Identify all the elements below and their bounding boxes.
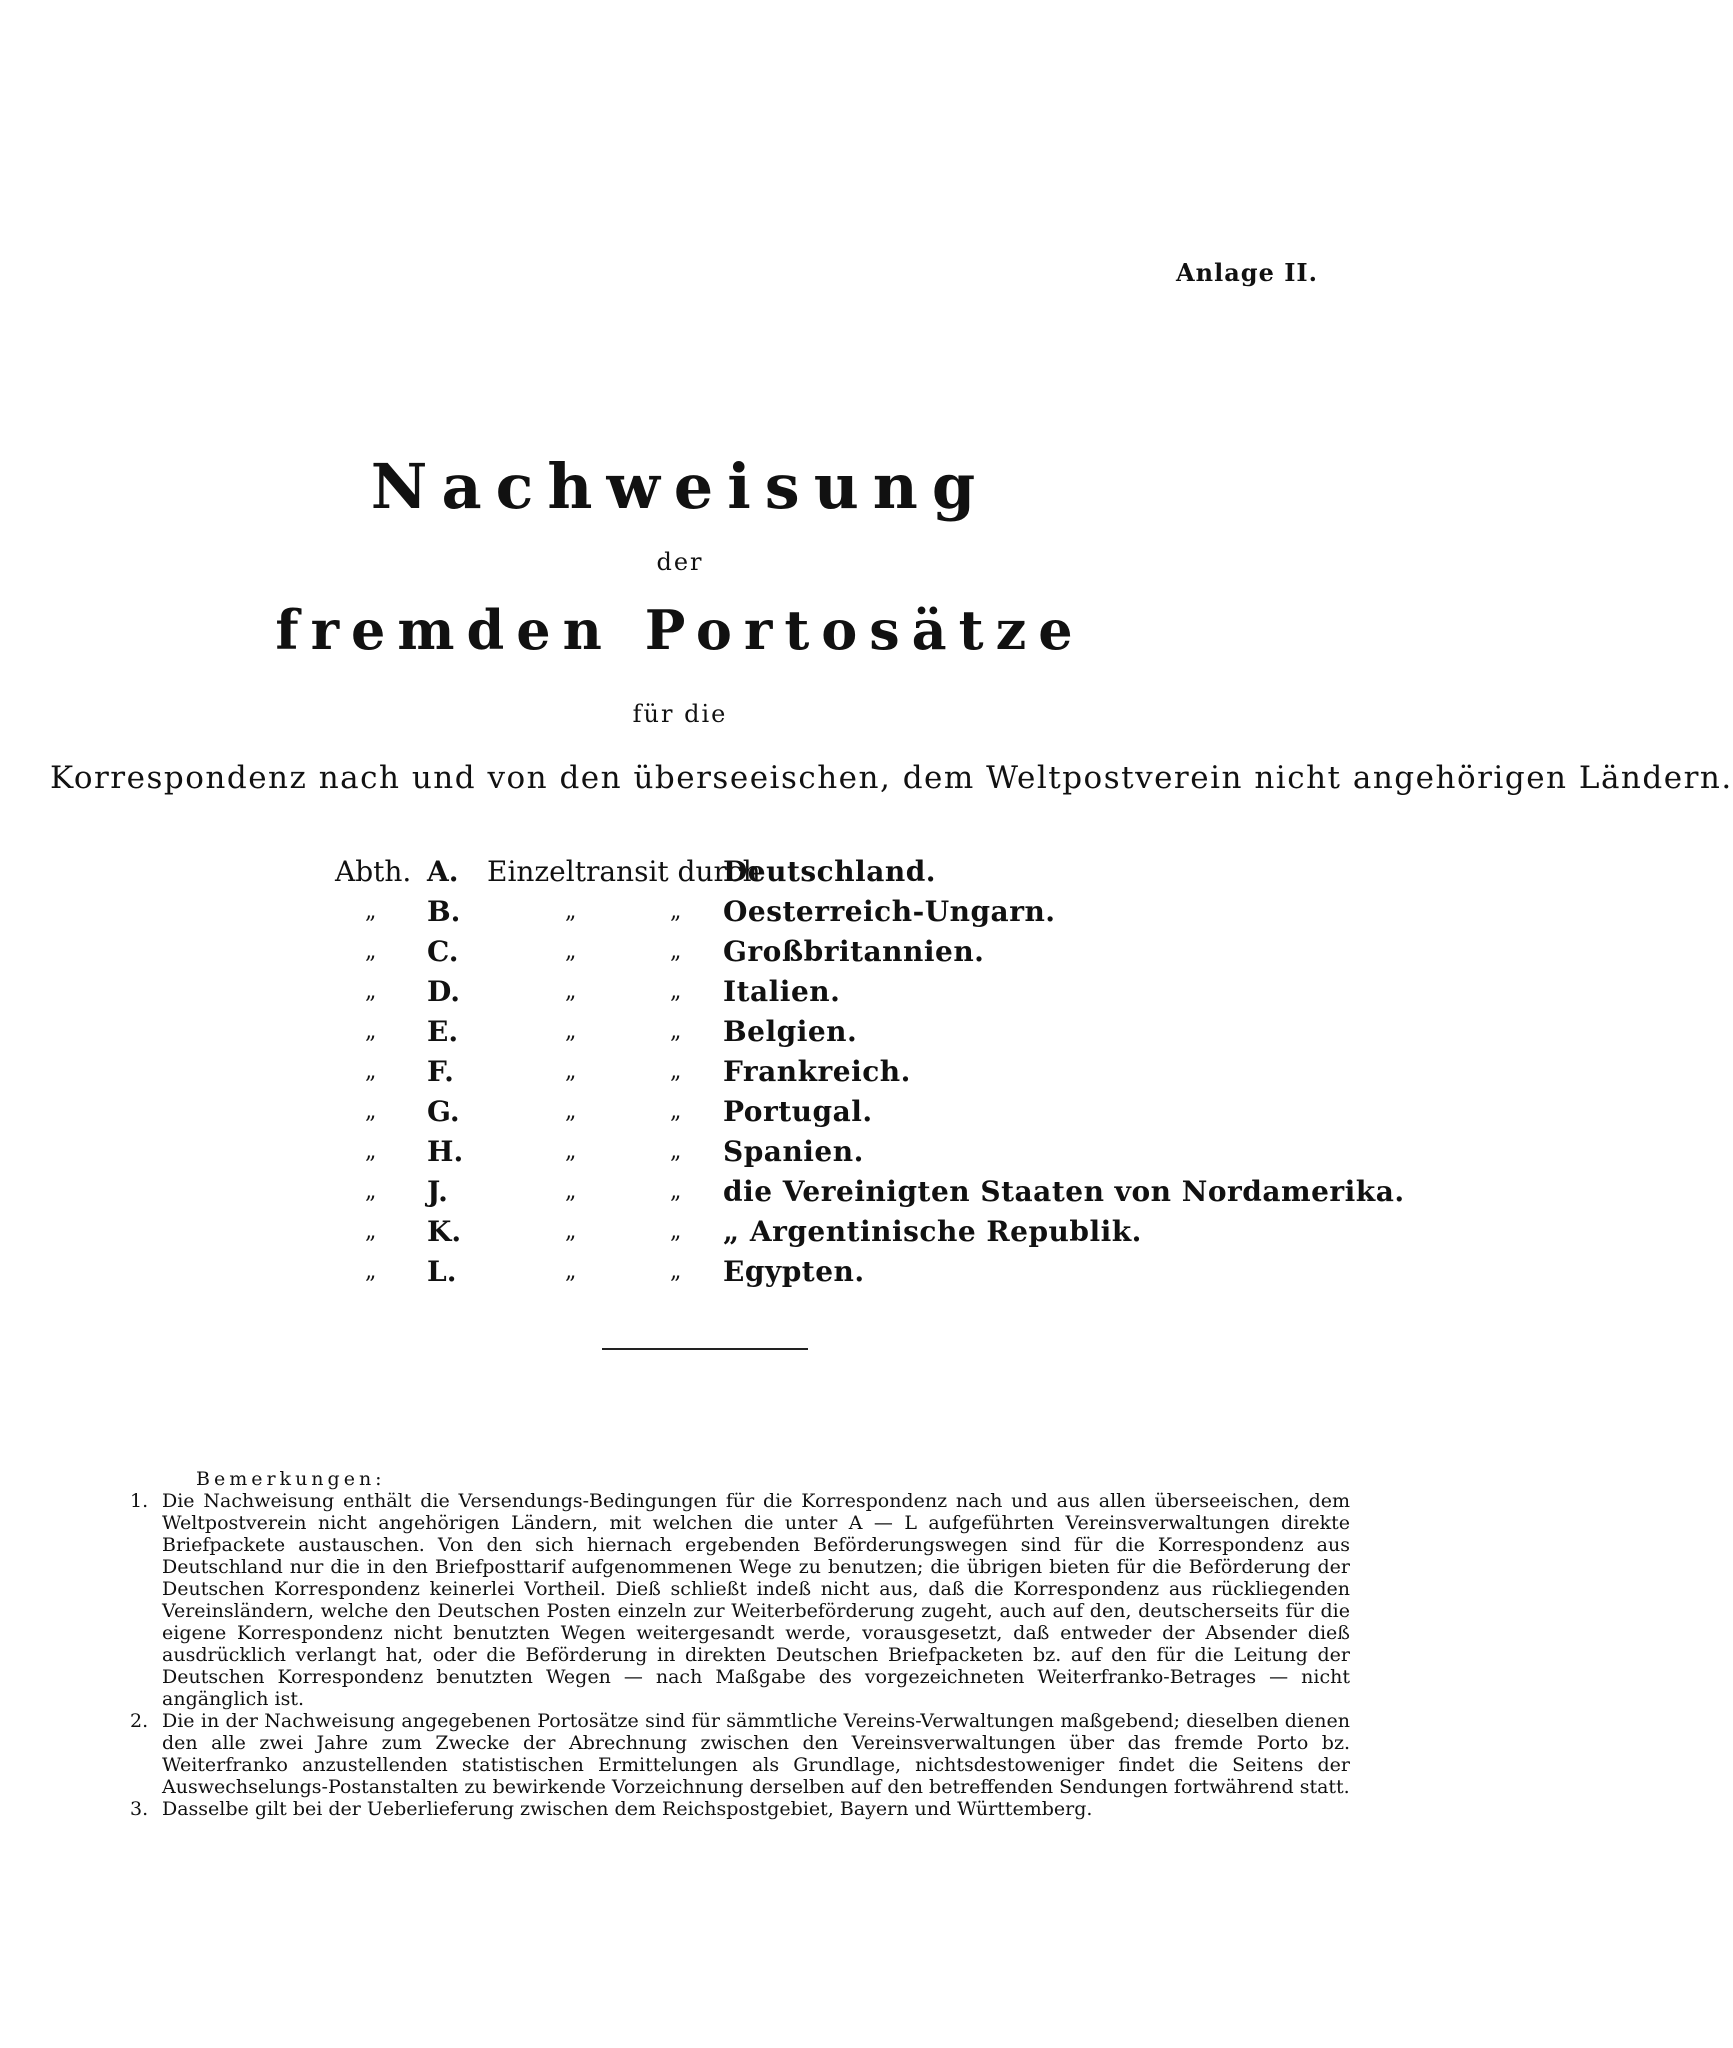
section-letter: H.: [427, 1135, 464, 1168]
remark-text: Die in der Nachweisung angegebenen Portosätze sind für sämmtliche Vereins-Verwaltungen maßgebend; dieselben dienen den alle zwei Jahre zum Zwecke der Abrechnung zwischen den Vereinsverwaltungen über das fremde Porto bz. Weiterfranko anzustellenden statistischen Ermittelungen als Grundlage, nichtsdestoweniger findet die Seitens der Auswechselungs-Postanstalten zu bewirkende Vorzeichnung derselben auf den betreffenden Sendungen fortwährend statt.: [162, 1710, 1350, 1798]
section-letter: E.: [427, 1015, 459, 1048]
title-connector-der: der: [656, 548, 704, 576]
section-abbr-ditto: „: [365, 1019, 377, 1044]
section-row: [335, 1212, 1335, 1252]
title-connector-fuer: für die: [632, 700, 728, 728]
remark-text: Dasselbe gilt bei der Ueberlieferung zwischen dem Reichspostgebiet, Bayern und Württemberg.: [162, 1798, 1093, 1820]
remark-note: [130, 1490, 1350, 1710]
section-country: Spanien.: [723, 1135, 864, 1168]
section-abbr-ditto: „: [365, 1219, 377, 1244]
section-row: [335, 1132, 1335, 1172]
remark-number: 1.: [130, 1490, 149, 1512]
section-row: [335, 972, 1335, 1012]
section-row: [335, 1172, 1405, 1212]
section-letter: B.: [427, 895, 461, 928]
section-abbr-ditto: „: [365, 899, 377, 924]
section-row: [335, 852, 1335, 892]
section-abbr-ditto: „: [365, 1099, 377, 1124]
section-row: [335, 1012, 1335, 1052]
section-country: „ Argentinische Republik.: [723, 1215, 1142, 1248]
section-transit-ditto: „: [670, 1099, 682, 1124]
section-transit-ditto: „: [565, 1139, 577, 1164]
section-letter: D.: [427, 975, 461, 1008]
section-transit-ditto: „: [565, 979, 577, 1004]
section-abbr-ditto: „: [365, 1259, 377, 1284]
section-row: [335, 1052, 1335, 1092]
remarks-block: [130, 1468, 1350, 1820]
section-letter: L.: [427, 1255, 457, 1288]
section-country: Oesterreich-Ungarn.: [723, 895, 1056, 928]
section-country: Egypten.: [723, 1255, 865, 1288]
section-abbr-ditto: „: [365, 1139, 377, 1164]
section-row: [335, 1092, 1335, 1132]
section-list: [335, 852, 1405, 1292]
section-letter: A.: [427, 855, 459, 888]
annex-label: Anlage II.: [1176, 258, 1318, 287]
title-description: Korrespondenz nach und von den überseeischen, dem Weltpostverein nicht angehörigen Ländern.: [50, 760, 1733, 796]
section-country: Deutschland.: [723, 855, 937, 888]
remark-note: [130, 1710, 1350, 1798]
section-abbr-ditto: „: [365, 939, 377, 964]
section-transit-ditto: „: [670, 1019, 682, 1044]
section-country: Großbritannien.: [723, 935, 985, 968]
remark-number: 3.: [130, 1798, 149, 1820]
section-letter: J.: [427, 1175, 448, 1208]
section-letter: C.: [427, 935, 459, 968]
section-transit-ditto: „: [565, 939, 577, 964]
section-abbr-ditto: „: [365, 1179, 377, 1204]
section-transit-ditto: „: [670, 1219, 682, 1244]
section-country: Portugal.: [723, 1095, 873, 1128]
section-transit-ditto: „: [670, 939, 682, 964]
section-transit-ditto: „: [565, 1259, 577, 1284]
section-transit-ditto: „: [565, 1219, 577, 1244]
section-abbr: Abth.: [335, 855, 412, 888]
page-title: Nachweisung: [370, 450, 990, 523]
section-transit-ditto: „: [670, 899, 682, 924]
section-transit-ditto: „: [565, 1179, 577, 1204]
section-abbr-ditto: „: [365, 1059, 377, 1084]
section-letter: F.: [427, 1055, 454, 1088]
section-letter: G.: [427, 1095, 460, 1128]
page-subtitle: fremden Portosätze: [275, 598, 1085, 662]
section-transit-ditto: „: [565, 899, 577, 924]
section-row: [335, 892, 1335, 932]
section-transit-ditto: „: [670, 1139, 682, 1164]
section-letter: K.: [427, 1215, 462, 1248]
remark-number: 2.: [130, 1710, 149, 1732]
remarks-heading: Bemerkungen:: [196, 1468, 386, 1490]
section-country: die Vereinigten Staaten von Nordamerika.: [723, 1175, 1405, 1208]
remark-note: [130, 1798, 1350, 1820]
section-country: Italien.: [723, 975, 841, 1008]
section-transit-ditto: „: [670, 979, 682, 1004]
section-country: Belgien.: [723, 1015, 858, 1048]
section-row: [335, 1252, 1335, 1292]
section-transit-ditto: „: [565, 1099, 577, 1124]
section-transit-ditto: „: [565, 1019, 577, 1044]
section-abbr-ditto: „: [365, 979, 377, 1004]
section-transit-ditto: „: [565, 1059, 577, 1084]
section-divider: [602, 1348, 808, 1350]
section-row: [335, 932, 1335, 972]
remark-text: Die Nachweisung enthält die Versendungs-Bedingungen für die Korrespondenz nach und aus allen überseeischen, dem Weltpostverein nicht angehörigen Ländern, mit welchen die unter A — L aufgeführten Vereinsverwaltungen direkte Briefpackete austauschen. Von den sich hiernach ergebenden Beförderungswegen sind für die Korrespondenz aus Deutschland nur die in den Briefposttarif aufgenommenen Wege zu benutzen; die übrigen bieten für die Beförderung der Deutschen Korrespondenz keinerlei Vortheil. Dieß schließt indeß nicht aus, daß die Korrespondenz aus rückliegenden Vereinsländern, welche den Deutschen Posten einzeln zur Weiterbeförderung zugeht, auch auf den, deutscherseits für die eigene Korrespondenz nicht benutzten Wegen weitergesandt werde, vorausgesetzt, daß entweder der Absender dieß ausdrücklich verlangt hat, oder die Beförderung in direkten Deutschen Briefpacketen bz. auf den für die Leitung der Deutschen Korrespondenz benutzten Wegen — nach Maßgabe des vorgezeichneten Weiterfranko-Betrages — nicht angänglich ist.: [162, 1490, 1350, 1710]
section-transit: Einzeltransit durch: [487, 855, 761, 888]
section-country: Frankreich.: [723, 1055, 911, 1088]
section-transit-ditto: „: [670, 1259, 682, 1284]
section-transit-ditto: „: [670, 1179, 682, 1204]
section-transit-ditto: „: [670, 1059, 682, 1084]
